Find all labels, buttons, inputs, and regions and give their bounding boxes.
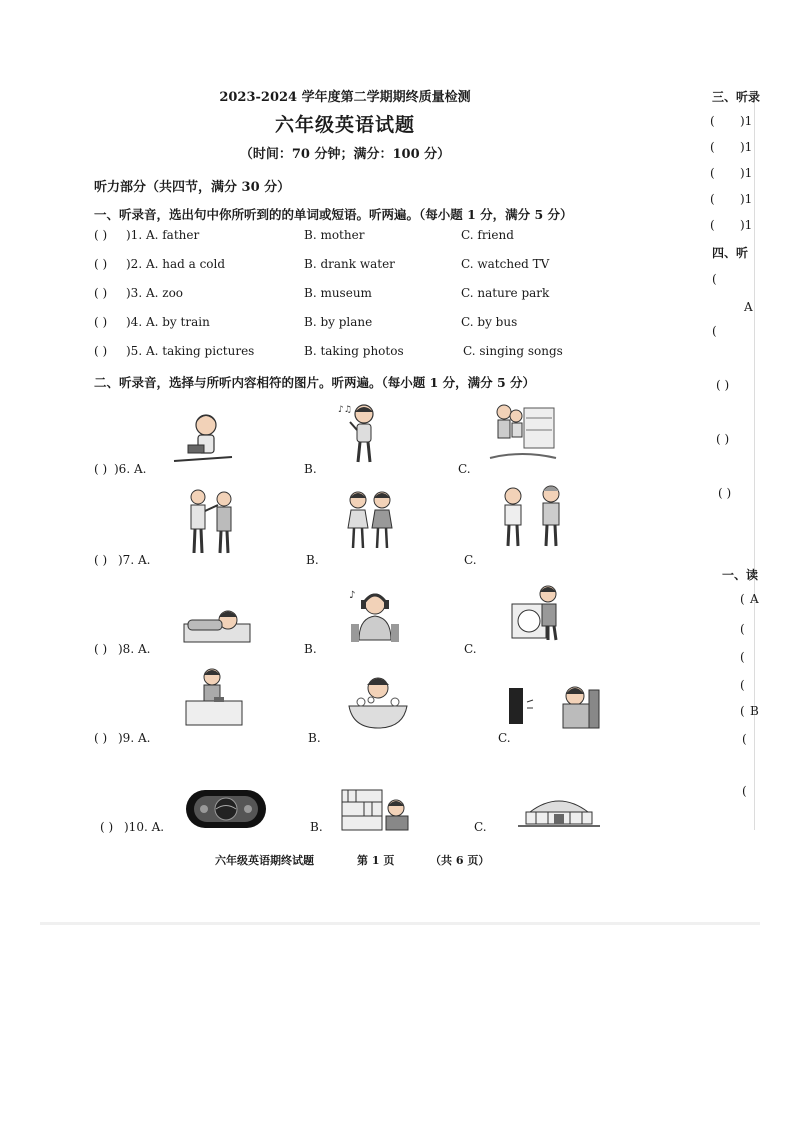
section1-title: 一、听录音，选出句中你所听到的的单词或短语。听两遍。（每小题 1 分，满分 5 分） [94,207,573,222]
right-question-number: )1 [740,114,753,128]
question-row [94,257,614,277]
option-a: )1. A. father [126,228,200,242]
right-answer-blank[interactable]: ( [742,732,747,746]
exam-info: （时间：70 分钟；满分：100 分） [239,147,451,162]
option-c-label: C. [474,820,487,834]
right-reading-title: 一、读 [722,568,759,582]
svg-text:♪♫: ♪♫ [338,405,352,415]
right-answer-blank[interactable]: ( [740,678,745,692]
option-b-label: B. [304,462,317,476]
right-answer-blank[interactable]: ( ) [716,378,730,392]
answer-blank[interactable]: ( ) [94,344,108,358]
option-b: B. mother [304,228,365,242]
museum-building-picture[interactable] [516,790,602,830]
option-b-label: B. [306,553,319,567]
scan-edge [40,922,760,925]
option-a-label: )9. A. [118,731,151,745]
page-edge [754,90,755,830]
option-c: C. nature park [461,286,550,300]
children-at-park-picture[interactable] [486,398,558,464]
option-a-label: )7. A. [118,553,151,567]
exam-title: 六年级英语试题 [274,114,415,136]
right-answer-blank[interactable]: ( ) [716,432,730,446]
option-c: C. by bus [461,315,518,329]
right-answer-blank[interactable]: ( [740,592,745,606]
right-option-label: B [750,704,759,718]
boy-in-library-picture[interactable] [340,788,412,834]
right-answer-blank[interactable]: ( [742,784,747,798]
boy-sleeping-picture[interactable] [182,600,252,646]
answer-blank[interactable]: ( ) [94,553,108,567]
question-row [94,344,614,364]
question-row [94,315,614,335]
option-b: B. by plane [304,315,373,329]
right-answer-blank[interactable]: ( ) [718,486,732,500]
option-c: C. friend [461,228,514,242]
option-a-label: )10. A. [124,820,165,834]
question-row [94,286,614,306]
option-b: B. museum [304,286,372,300]
term-header: 2023-2024 学年度第二学期期终质量检测 [219,90,471,105]
answer-blank[interactable]: ( ) [94,642,108,656]
right-section3-title: 三、听录 [712,90,761,104]
footer-exam-name: 六年级英语期终试题 [215,854,314,867]
right-answer-blank[interactable]: ( [740,650,745,664]
right-option-label: A [744,300,753,314]
right-answer-blank[interactable]: ( [740,622,745,636]
option-b-label: B. [310,820,323,834]
option-c-label: C. [464,642,477,656]
right-question-number: )1 [740,218,753,232]
option-c-label: C. [498,731,511,745]
option-a: )5. A. taking pictures [126,344,255,358]
footer-page-total: （共 6 页） [430,854,490,867]
right-question-number: )1 [740,192,753,206]
boy-and-man-picture[interactable] [495,482,570,550]
answer-blank[interactable]: ( ) [100,820,114,834]
two-men-talking-picture[interactable] [180,485,242,557]
option-b: B. taking photos [304,344,404,358]
option-c-label: C. [464,553,477,567]
boy-watching-tv-picture[interactable] [505,684,601,730]
option-c-label: C. [458,462,471,476]
question-row [94,228,614,248]
right-question-number: )1 [740,140,753,154]
right-answer-blank[interactable]: ( [712,272,717,286]
right-option-label: A [750,592,759,606]
option-b-label: B. [308,731,321,745]
boy-washing-clothes-picture[interactable] [508,582,570,644]
option-a: )4. A. by train [126,315,210,329]
option-a: )3. A. zoo [126,286,184,300]
option-a-label: )8. A. [118,642,151,656]
answer-blank[interactable]: ( ) [94,462,108,476]
option-c: C. watched TV [461,257,550,271]
listening-part-title: 听力部分（共四节，满分 30 分） [94,180,291,195]
boy-cleaning-table-picture[interactable] [182,667,246,729]
girl-listening-music-picture[interactable] [345,586,405,644]
right-answer-blank[interactable]: ( [710,192,715,206]
right-answer-blank[interactable]: ( [710,218,715,232]
footer-page-number: 第 1 页 [357,854,395,867]
svg-text:♪: ♪ [349,590,356,601]
planet-badge-picture[interactable] [184,786,268,832]
right-question-number: )1 [740,166,753,180]
answer-blank[interactable]: ( ) [94,731,108,745]
boy-in-bath-picture[interactable] [345,672,411,730]
answer-blank[interactable]: ( ) [94,257,108,271]
right-answer-blank[interactable]: ( [712,324,717,338]
right-section4-title: 四、听 [712,246,749,260]
answer-blank[interactable]: ( ) [94,228,108,242]
right-answer-blank[interactable]: ( [710,140,715,154]
girl-reading-picture[interactable] [170,405,236,467]
right-answer-blank[interactable]: ( [710,166,715,180]
right-answer-blank[interactable]: ( [740,704,745,718]
option-a-label: )6. A. [114,462,147,476]
two-girls-picture[interactable] [340,488,400,552]
section2-title: 二、听录音，选择与所听内容相符的图片。听两遍。（每小题 1 分，满分 5 分） [94,375,536,390]
answer-blank[interactable]: ( ) [94,286,108,300]
right-answer-blank[interactable]: ( [710,114,715,128]
option-c: C. singing songs [463,344,563,358]
answer-blank[interactable]: ( ) [94,315,108,329]
option-b-label: B. [304,642,317,656]
boy-singing-picture[interactable] [336,400,386,466]
option-a: )2. A. had a cold [126,257,226,271]
option-b: B. drank water [304,257,395,271]
